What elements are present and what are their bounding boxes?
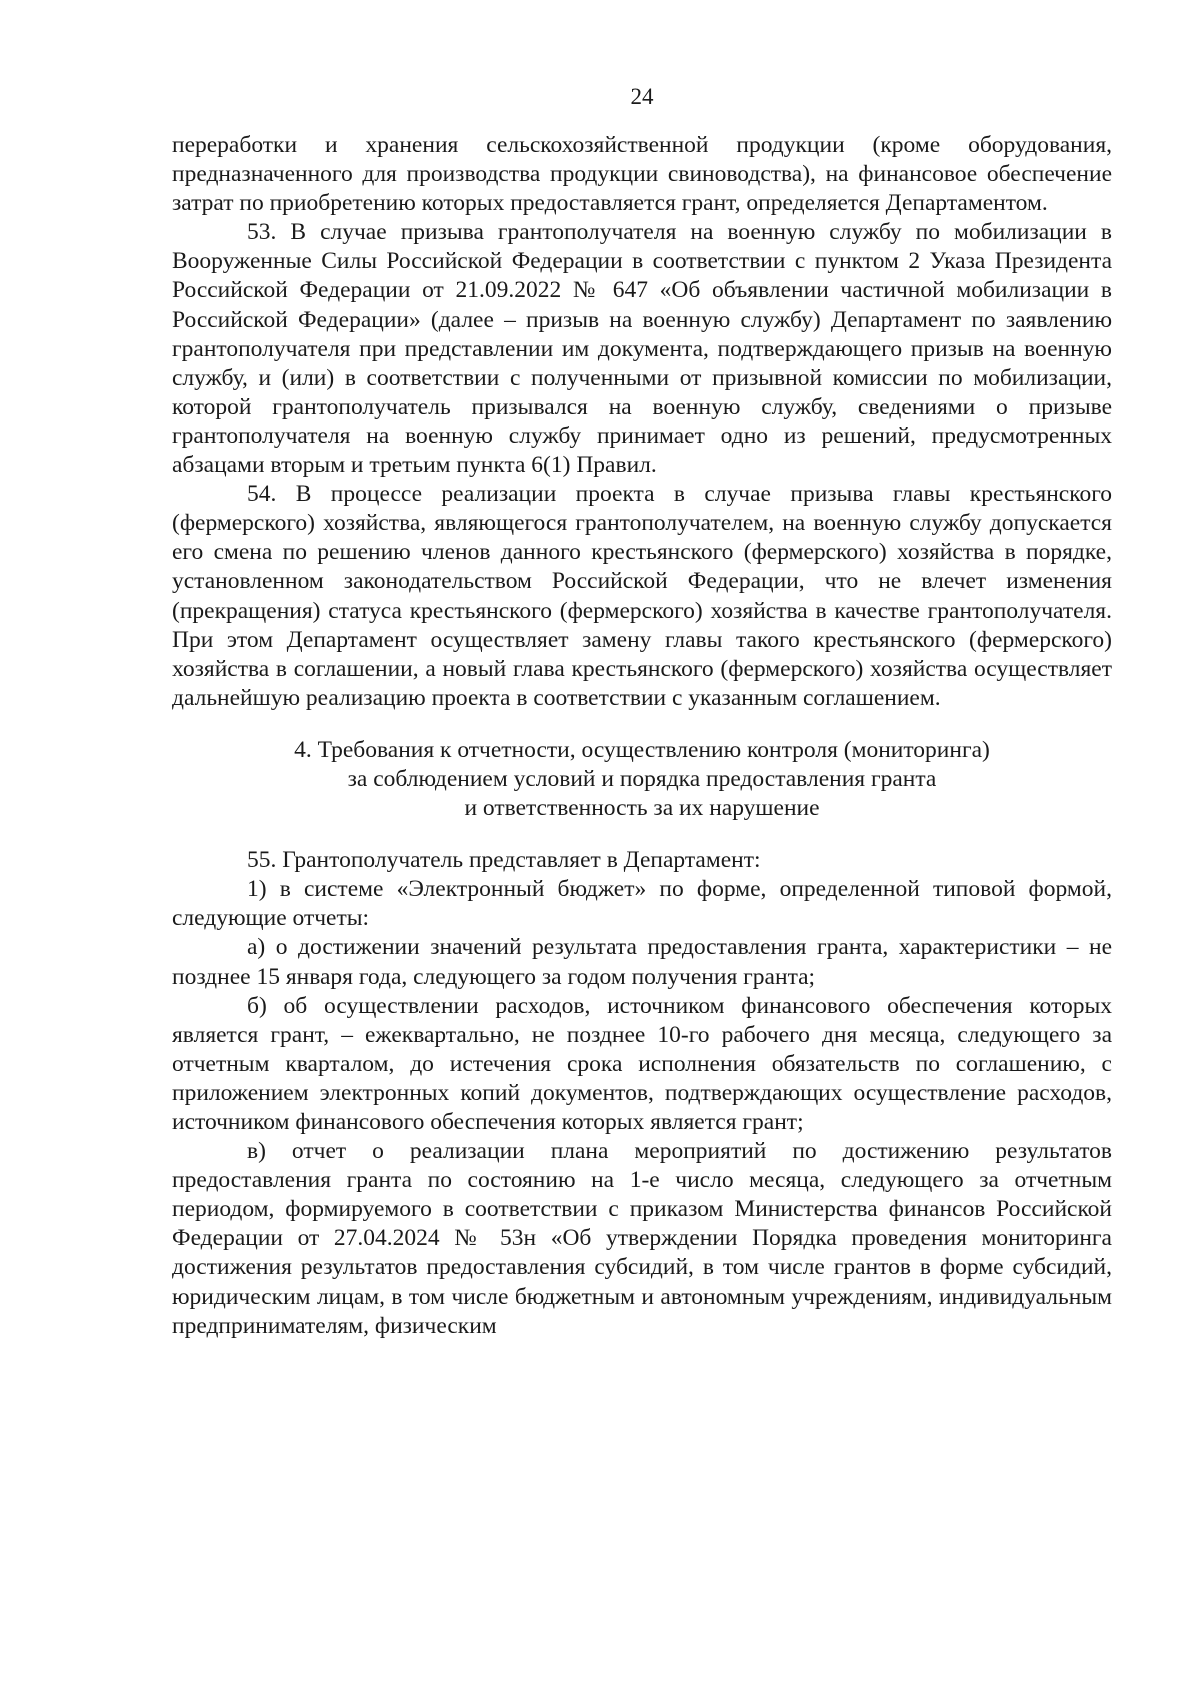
section-heading-line-2: за соблюдением условий и порядка предоставления гранта (347, 765, 937, 792)
paragraph-subitem-b: б) об осуществлении расходов, источником финансового обеспечения которых является грант, – ежеквартально, не позднее 10-го рабочего дня месяца, следующего за отчетным кварталом, до истечения срока исполнения обязательств по соглашению, с приложением электронных копий документов, подтверждающих осуществление расходов, источником финансового обеспечения которых является грант; (172, 992, 1112, 1135)
paragraph-item-54: 54. В процессе реализации проекта в случае призыва главы крестьянского (фермерского) хозяйства, являющегося грантополучателем, на военную службу допускается его смена по решению членов данного крестьянского (фермерского) хозяйства в порядке, установленном законодательством Российской Федерации, что не влечет изменения (прекращения) статуса крестьянского (фермерского) хозяйства в качестве грантополучателя. При этом Департамент осуществляет замену главы такого крестьянского (фермерского) хозяйства в соглашении, а новый глава крестьянского (фермерского) хозяйства осуществляет дальнейшую реализацию проекта в соответствии с указанным соглашением. (172, 481, 1112, 711)
document-page (172, 82, 1112, 1341)
paragraph-continuation: переработки и хранения сельскохозяйственной продукции (кроме оборудования, предназначенного для производства продукции свиноводства), на финансовое обеспечение затрат по приобретению которых предоставляется грант, определяется Департаментом. (172, 132, 1112, 217)
page-number: 24 (630, 84, 654, 109)
section-heading (172, 736, 1112, 823)
section-heading-line-3: и ответственность за их нарушение (464, 795, 820, 822)
paragraph-item-53: 53. В случае призыва грантополучателя на военную службу по мобилизации в Вооруженные Силы Российской Федерации в соответствии с пунктом 2 Указа Президента Российской Федерации от 21.09.2022 № 647 «Об объявлении частичной мобилизации в Российской Федерации» (далее – призыв на военную службу) Департамент по заявлению грантополучателя при представлении им документа, подтверждающего призыв на военную службу, и (или) в соответствии с полученными от призывной комиссии по мобилизации, которой грантополучатель призывался на военную службу, сведениями о призыве грантополучателя на военную службу принимает одно из решений, предусмотренных абзацами вторым и третьим пункта 6(1) Правил. (172, 219, 1112, 479)
paragraph-item-55: 55. Грантополучатель представляет в Департамент: (247, 847, 761, 874)
paragraph-subitem-1: 1) в системе «Электронный бюджет» по форме, определенной типовой формой, следующие отчеты: (172, 876, 1112, 932)
paragraph-subitem-a: а) о достижении значений результата предоставления гранта, характеристики – не позднее 15 января года, следующего за годом получения гранта; (172, 934, 1112, 990)
section-heading-line-1: 4. Требования к отчетности, осуществлению контроля (мониторинга) (294, 736, 990, 763)
paragraph-subitem-v: в) отчет о реализации плана мероприятий по достижению результатов предоставления гранта по состоянию на 1-е число месяца, следующего за отчетным периодом, формируемого в соответствии с приказом Министерства финансов Российской Федерации от 27.04.2024 № 53н «Об утверждении Порядка проведения мониторинга достижения результатов предоставления субсидий, в том числе грантов в форме субсидий, юридическим лицам, в том числе бюджетным и автономным учреждениям, индивидуальным предпринимателям, физическим (172, 1138, 1112, 1339)
